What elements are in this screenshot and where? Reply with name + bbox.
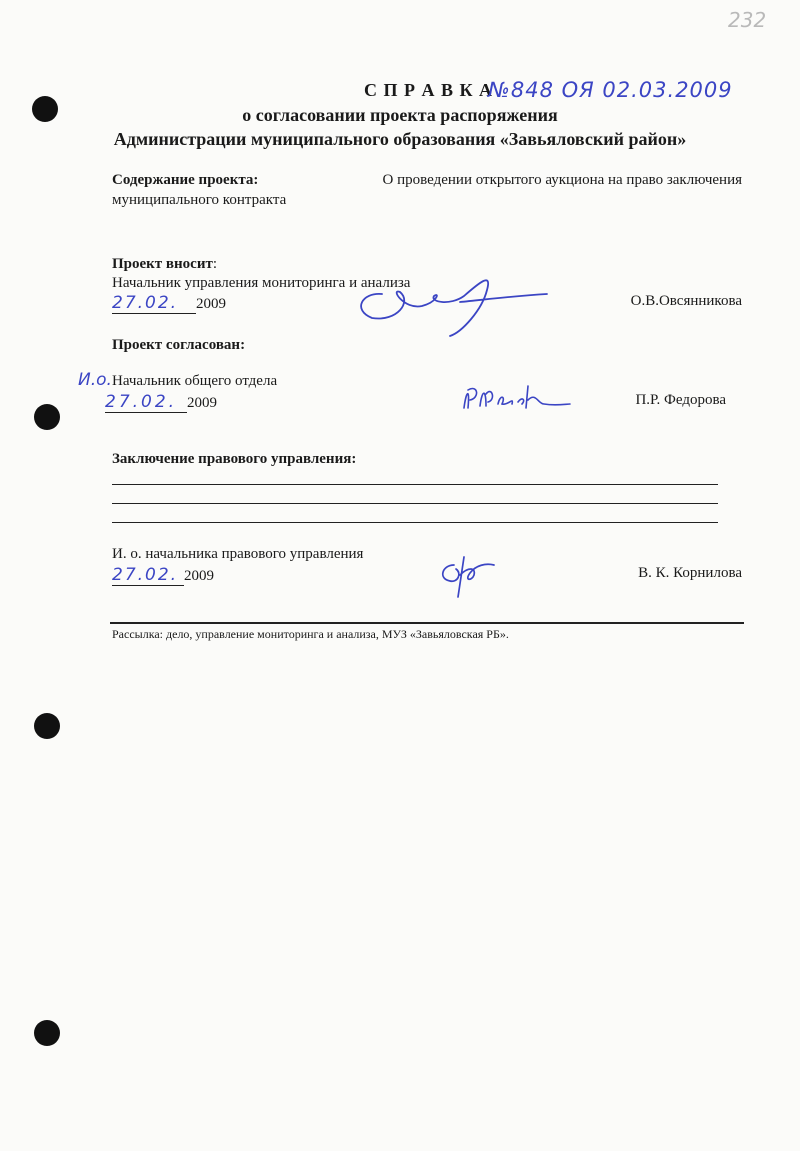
- binder-hole-2: [34, 404, 60, 430]
- project-content-label: Содержание проекта:: [112, 172, 259, 188]
- agreed-prefix-handwritten: И.о.: [78, 370, 112, 390]
- agreed-date: [105, 392, 217, 413]
- distribution-list: Рассылка: дело, управление мониторинга и анализа, МУЗ «Завьяловская РБ».: [112, 627, 509, 641]
- document-subtitle-line2: Администрации муниципального образования «Завьяловский район»: [113, 129, 687, 149]
- binder-hole-4: [34, 1020, 60, 1046]
- legal-date-handwritten: 27.02.: [112, 565, 184, 586]
- handwritten-registration-number: №848 ОЯ 02.03.2009: [488, 78, 733, 102]
- conclusion-line-2: [112, 503, 718, 504]
- project-content-text-line1: О проведении открытого аукциона на право заключения: [382, 172, 742, 188]
- agreed-date-handwritten: 27.02.: [105, 392, 187, 413]
- signature-ovsyannikova: [342, 262, 572, 337]
- legal-position: И. о. начальника правового управления: [112, 546, 364, 562]
- agreed-name: П.Р. Федорова: [635, 392, 726, 408]
- legal-year: 2009: [184, 568, 214, 584]
- conclusion-line-3: [112, 522, 718, 523]
- submitted-name: О.В.Овсянникова: [630, 293, 742, 309]
- submitted-heading: Проект вносит:: [112, 256, 218, 272]
- conclusion-line-1: [112, 484, 718, 485]
- legal-date: [112, 565, 214, 586]
- submitted-date-handwritten: 27.02.: [112, 293, 196, 314]
- document-title: С П Р А В К А: [364, 80, 494, 100]
- document-subtitle-line1: о согласовании проекта распоряжения: [242, 105, 558, 125]
- submitted-date: [112, 293, 226, 314]
- project-content: [112, 172, 742, 209]
- agreed-position: Начальник общего отдела: [112, 373, 278, 389]
- submitted-year: 2009: [196, 296, 226, 312]
- submitted-position: Начальник управления мониторинга и анализа: [112, 275, 411, 291]
- signature-kornilova: [434, 553, 504, 603]
- legal-heading: Заключение правового управления:: [112, 451, 357, 467]
- signature-fedorova: [456, 380, 576, 420]
- agreed-heading: Проект согласован:: [112, 337, 246, 353]
- legal-name: В. К. Корнилова: [638, 565, 742, 581]
- project-content-text-line2: муниципального контракта: [112, 192, 287, 208]
- agreed-year: 2009: [187, 395, 217, 411]
- binder-hole-3: [34, 713, 60, 739]
- page-number: 232: [728, 8, 767, 32]
- distribution-separator: [110, 622, 744, 624]
